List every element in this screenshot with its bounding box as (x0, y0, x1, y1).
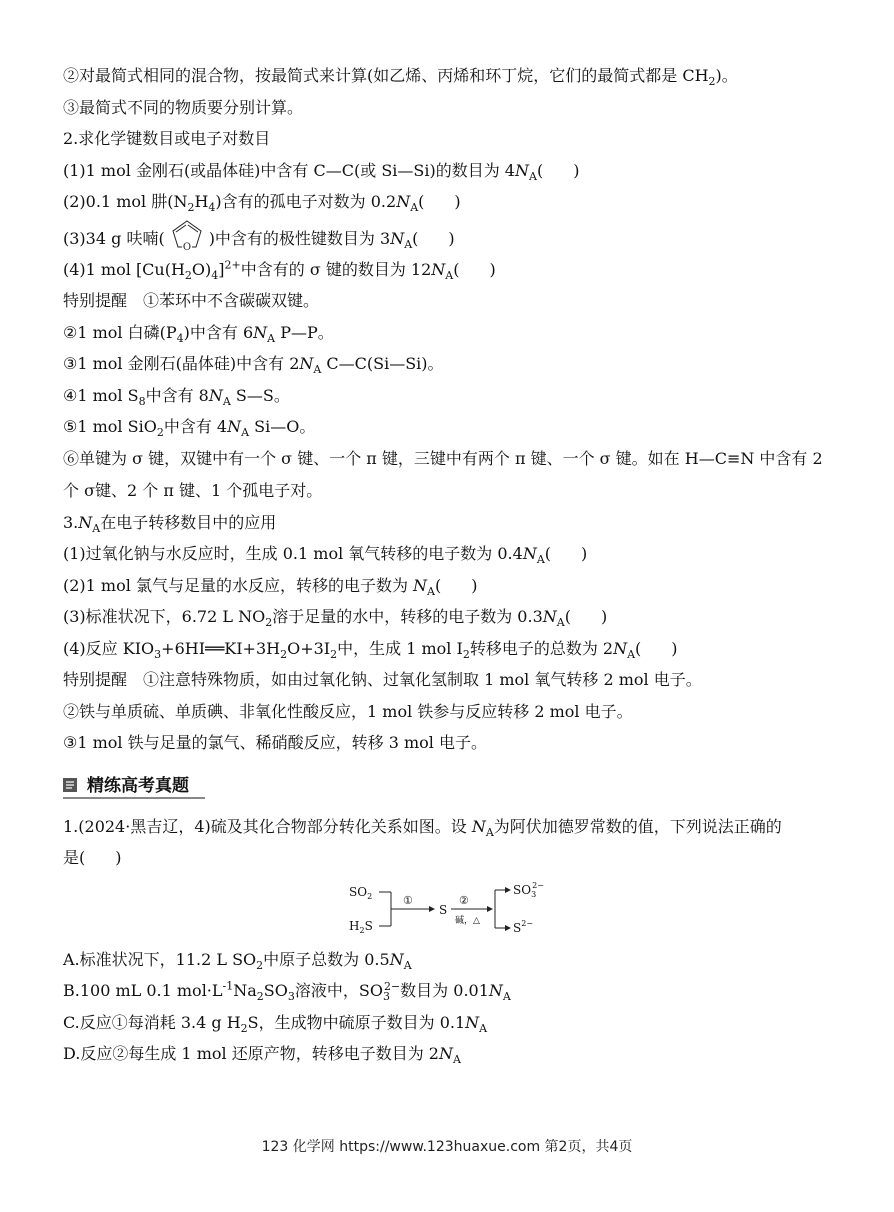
sulfur-label: S (439, 902, 448, 917)
na-symbol: N (413, 575, 428, 595)
h2s-label: $H_2S$ (349, 918, 373, 935)
question-line (63, 633, 833, 665)
svg-text:O: O (182, 241, 191, 252)
paren: ) (448, 228, 455, 248)
paren: ) (471, 575, 478, 595)
furan-structure-icon (165, 218, 209, 252)
paren: ( (536, 160, 544, 180)
text: (1)过氧化钠与水反应时，生成 0.1 mol 氧气转移的电子数为 0.4 (63, 544, 523, 563)
tip-line (63, 664, 833, 696)
na-symbol: N (299, 354, 314, 373)
tip-line (63, 348, 833, 380)
superscript: -1 (222, 979, 234, 993)
subscript: 2 (330, 647, 338, 661)
subscript: 2 (156, 426, 164, 440)
text: 3. (63, 512, 79, 532)
text: O+3I (287, 638, 331, 658)
text: Si—O。 (249, 417, 316, 436)
subscript: A (485, 825, 494, 839)
problem-stem (63, 842, 833, 874)
problem-stem (63, 811, 833, 843)
text: (3)标准状况下，6.72 L NO (63, 607, 266, 626)
subscript: 3 (287, 990, 295, 1004)
option-a[interactable] (63, 944, 833, 976)
na-symbol: N (613, 638, 628, 658)
subscript: A (427, 584, 435, 598)
subscript: A (479, 1021, 488, 1035)
sulfur-conversion-diagram (63, 878, 833, 938)
text-line (63, 60, 833, 92)
paren: ( (635, 638, 642, 658)
text: (4)1 mol [Cu(H (63, 259, 185, 279)
option-d[interactable] (63, 1038, 833, 1070)
section-underline (63, 797, 205, 799)
paren: ( (434, 575, 442, 595)
text: 溶于足量的水中，转移的电子数为 0.3 (272, 607, 543, 626)
subscript: 3 (154, 647, 162, 661)
question-line (63, 570, 833, 602)
text: H (194, 192, 209, 211)
subscript: A (529, 169, 537, 183)
paren: ) (581, 544, 588, 563)
page-footer (0, 1136, 894, 1156)
text: )含有的孤电子对数为 0.2 (215, 192, 397, 211)
text: ②铁与单质硫、单质碘、非氧化性酸反应，1 mol 铁参与反应转移 2 mol 电子。 (63, 701, 633, 721)
na-symbol: N (227, 417, 242, 436)
text: 特别提醒 ①注意特殊物质，如由过氧化钠、过氧化氢制取 1 mol 氧气转移 2 mol 电子。 (63, 670, 702, 689)
subscript: 4 (208, 201, 216, 215)
text: 溶液中，SO (294, 981, 383, 1000)
document-icon (63, 778, 77, 792)
text: B.100 mL 0.1 mol·L (63, 981, 223, 1000)
na-symbol: N (465, 1012, 480, 1032)
text: 是( (63, 848, 86, 867)
question-line (63, 538, 833, 570)
subheading (63, 123, 833, 155)
text: 中含有 8 (145, 385, 209, 405)
subscript: A (627, 647, 636, 661)
text-line (63, 92, 833, 124)
na-symbol: N (396, 192, 411, 211)
text: 中含有 4 (163, 417, 228, 436)
na-symbol: N (488, 981, 503, 1000)
tip-line (63, 727, 833, 759)
subscript: 2 (708, 75, 716, 89)
na-symbol: N (431, 259, 446, 279)
text: P—P。 (275, 322, 334, 342)
text: (4)反应 KIO (63, 638, 155, 658)
text: ) (115, 848, 122, 867)
subscript: A (536, 553, 545, 567)
subscript: A (452, 1053, 461, 1067)
question-line (63, 601, 833, 633)
tip-line (63, 696, 833, 728)
question-line (63, 218, 833, 254)
so2-label: $SO_2$ (349, 884, 373, 901)
tip-line (63, 285, 833, 317)
text: 特别提醒 ①苯环中不含碳碳双键。 (63, 291, 320, 310)
na-symbol: N (78, 512, 93, 532)
na-symbol: N (522, 544, 537, 563)
text: ②对最简式相同的混合物，按最简式来计算(如乙烯、丙烯和环丁烷，它们的最简式都是 CH (63, 66, 709, 85)
text: )中含有的极性键数目为 3 (208, 228, 391, 248)
subscript: 2 (462, 647, 470, 661)
text: 转移电子的总数为 2 (469, 638, 614, 658)
text: SO (263, 981, 288, 1000)
footer-text: 123 化学网 https://www.123huaxue.com 第2页，共4页 (261, 1139, 633, 1155)
paren: ( (418, 192, 425, 211)
text: ⑤1 mol SiO (63, 417, 157, 436)
text: 为阿伏加德罗常数的值，下列说法正确的 (493, 816, 782, 836)
na-symbol: N (208, 385, 223, 405)
text: 1.(2024·黑吉辽，4)硫及其化合物部分转化关系如图。设 (63, 816, 472, 836)
text: C.反应①每消耗 3.4 g H (63, 1012, 241, 1032)
section-heading (63, 771, 833, 801)
text: A.标准状况下，11.2 L SO (63, 949, 257, 969)
text: ②1 mol 白磷(P (63, 322, 177, 342)
text: C—C(Si—Si)。 (321, 354, 444, 373)
text: ③最简式不同的物质要分别计算。 (63, 97, 304, 117)
subscript: 4 (211, 268, 219, 282)
paren: ) (454, 192, 461, 211)
text: 中含有的 σ 键的数目为 12 (240, 259, 432, 279)
text: ③1 mol 铁与足量的氯气、稀硝酸反应，转移 3 mol 电子。 (63, 733, 487, 752)
paren: ( (544, 544, 552, 563)
subscript: 2 (256, 990, 264, 1004)
subscript: 8 (138, 394, 146, 408)
text: ⑥单键为 σ 键，双键中有一个 σ 键、一个 π 键，三键中有两个 π 键、一个 σ 键。如在 H—C≡N 中含有 2 个 σ键、2 个 π 键、1 个孤电子对。 (63, 448, 823, 500)
paren: ) (573, 160, 580, 180)
subscript: A (404, 237, 413, 251)
tip-paragraph (63, 443, 833, 507)
subscript: A (502, 990, 511, 1004)
text: +6HI══KI+3H (161, 638, 281, 658)
text: (2)1 mol 氯气与足量的水反应，转移的电子数为 (63, 575, 414, 595)
superscript: 2+ (224, 258, 241, 272)
subscript: 2 (256, 958, 264, 972)
condition-label: 碱，△ (455, 915, 480, 926)
na-symbol: N (438, 1044, 453, 1063)
text: ④1 mol S (63, 385, 139, 405)
subscript: A (222, 394, 231, 408)
paren: ) (600, 607, 608, 626)
text: ] (218, 259, 225, 279)
na-symbol: N (471, 816, 486, 836)
text: 数目为 0.01 (400, 981, 489, 1000)
subscript: 4 (176, 331, 184, 345)
paren: ) (671, 638, 678, 658)
sulfide-label: $S^{2-}$ (513, 918, 534, 935)
paren: ) (489, 259, 496, 279)
tip-line (63, 380, 833, 412)
text: ③1 mol 金刚石(晶体硅)中含有 2 (63, 354, 300, 373)
subscript: A (267, 331, 276, 345)
na-symbol: N (390, 228, 405, 248)
paren: ( (564, 607, 571, 626)
subscript: A (556, 616, 565, 630)
text: D.反应②每生成 1 mol 还原产物，转移电子数目为 2 (63, 1044, 439, 1063)
subscript: A (241, 426, 250, 440)
subheading-text: 2.求化学键数目或电子对数目 (63, 129, 271, 148)
text: )中含有 6 (183, 322, 254, 342)
subscript: A (92, 521, 101, 535)
text: O) (191, 259, 212, 279)
question-line (63, 186, 833, 218)
step2-label: ② (459, 893, 469, 907)
subscript: 2 (240, 1021, 248, 1035)
question-line (63, 254, 833, 286)
text: (3)34 g 呋喃( (63, 228, 165, 248)
tip-line (63, 317, 833, 349)
subscript: 3 (382, 990, 390, 1004)
superscript: 2− (383, 979, 401, 993)
text: (2)0.1 mol 肼(N (63, 192, 188, 211)
subscript: 2 (187, 201, 195, 215)
subheading-text: 在电子转移数目中的应用 (100, 512, 277, 532)
na-symbol: N (389, 949, 404, 969)
subscript: A (313, 363, 322, 377)
subscript: A (445, 268, 454, 282)
subscript: 2 (280, 647, 288, 661)
text: )。 (715, 66, 738, 85)
na-symbol: N (542, 607, 557, 626)
text: (1)1 mol 金刚石(或晶体硅)中含有 C—C(或 Si—Si)的数目为 4 (63, 160, 515, 180)
option-b[interactable] (63, 975, 833, 1007)
text: S—S。 (230, 385, 290, 405)
question-line (63, 155, 833, 187)
subscript: 2 (265, 616, 273, 630)
text: Na (233, 981, 257, 1000)
subscript: A (403, 958, 412, 972)
reaction-scheme (345, 878, 555, 938)
subscript: 2 (184, 268, 192, 282)
option-c[interactable] (63, 1007, 833, 1039)
text: 中，生成 1 mol I (337, 638, 463, 658)
subscript: A (410, 201, 419, 215)
subheading (63, 507, 833, 539)
sulfite-label: $SO_32-$ (513, 880, 544, 899)
paren: ( (453, 259, 460, 279)
section-title: 精练高考真题 (87, 775, 189, 796)
page-content (63, 60, 833, 1070)
na-symbol: N (253, 322, 268, 342)
na-symbol: N (515, 160, 529, 180)
text: S，生成物中硫原子数目为 0.1 (247, 1012, 466, 1032)
text: 中原子总数为 0.5 (263, 949, 390, 969)
tip-line (63, 411, 833, 443)
step1-label: ① (403, 893, 413, 907)
paren: ( (412, 228, 419, 248)
